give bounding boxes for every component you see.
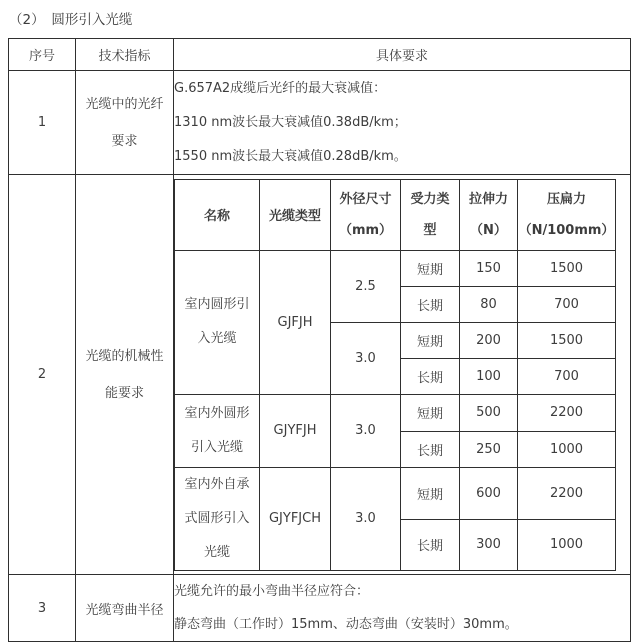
- row3-indicator: [76, 575, 174, 642]
- indicator-line: 光缆中的光纤: [85, 96, 164, 112]
- mechanical-table: [174, 179, 616, 571]
- tensile-force-cell: 300: [460, 519, 518, 570]
- header-cable-type: 光缆类型: [260, 179, 331, 250]
- row3-no: 3: [9, 575, 76, 642]
- cable-name-line: 室内外自承: [184, 476, 250, 492]
- outer-diameter-cell: 3.0: [331, 322, 401, 394]
- load-type-cell: 长期: [401, 358, 460, 394]
- row-mechanical-performance: [9, 175, 631, 575]
- load-type-cell: 长期: [401, 431, 460, 467]
- cable-name-line: 室内圆形引: [184, 297, 250, 312]
- header-line: 型: [423, 222, 437, 238]
- tensile-force-cell: 600: [460, 467, 518, 519]
- row3-requirement: [174, 575, 631, 642]
- spec-table: [8, 38, 631, 642]
- table-row: [175, 250, 616, 286]
- tensile-force-cell: 80: [460, 286, 518, 322]
- row1-indicator: [76, 71, 174, 175]
- header-crush-force: [518, 179, 616, 250]
- outer-diameter-cell: 3.0: [331, 467, 401, 570]
- header-tensile-force: [460, 179, 518, 250]
- load-type-cell: 短期: [401, 322, 460, 358]
- header-indicator: 技术指标: [76, 39, 174, 71]
- row2-no: 2: [9, 175, 76, 575]
- requirement-line: 光缆允许的最小弯曲半径应符合：: [174, 584, 370, 599]
- header-line: （N）: [470, 222, 507, 238]
- load-type-cell: 长期: [401, 519, 460, 570]
- header-line: 拉伸力: [468, 191, 508, 207]
- cable-name-line: 式圆形引入: [184, 510, 250, 526]
- section-title: （2） 圆形引入光缆: [9, 12, 133, 28]
- header-no: 序号: [9, 39, 76, 71]
- indicator-line: 光缆的机械性: [85, 348, 164, 364]
- header-line: 压扁力: [546, 191, 586, 207]
- spec-table-header-row: [9, 39, 631, 71]
- header-load-type: [401, 179, 460, 250]
- header-line: （N/100mm）: [518, 222, 615, 238]
- cable-type-cell: GJYFJH: [260, 394, 331, 467]
- load-type-cell: 短期: [401, 394, 460, 431]
- requirement-line: 1310 nm波长最大衰减值0.38dB/km；: [174, 114, 407, 130]
- requirement-line: 静态弯曲（工作时）15mm、动态弯曲（安装时）30mm。: [174, 617, 518, 632]
- table-row: [175, 467, 616, 519]
- cable-type-cell: GJYFJCH: [260, 467, 331, 570]
- header-name: 名称: [175, 179, 260, 250]
- cable-name-line: 入光缆: [197, 331, 237, 346]
- row-fiber-requirements: [9, 71, 631, 175]
- header-requirement: 具体要求: [174, 39, 631, 71]
- cable-name-cell: [175, 394, 260, 467]
- load-type-cell: 长期: [401, 286, 460, 322]
- cable-name-line: 引入光缆: [190, 439, 243, 455]
- crush-force-cell: 1500: [518, 322, 616, 358]
- cable-name-line: 室内外圆形: [184, 405, 250, 421]
- cable-name-cell: [175, 250, 260, 394]
- row1-no: 1: [9, 71, 76, 175]
- load-type-cell: 短期: [401, 250, 460, 286]
- tensile-force-cell: 500: [460, 394, 518, 431]
- row2-indicator: [76, 175, 174, 575]
- requirement-line: G.657A2成缆后光纤的最大衰减值：: [174, 80, 387, 96]
- mechanical-table-header-row: [175, 179, 616, 250]
- crush-force-cell: 1500: [518, 250, 616, 286]
- row-bend-radius: [9, 575, 631, 642]
- crush-force-cell: 1000: [518, 431, 616, 467]
- header-line: （mm）: [338, 222, 393, 238]
- tensile-force-cell: 150: [460, 250, 518, 286]
- outer-diameter-cell: 3.0: [331, 394, 401, 467]
- indicator-line: 要求: [111, 133, 138, 149]
- header-line: 受力类: [410, 191, 450, 207]
- row1-requirement: [174, 71, 631, 175]
- tensile-force-cell: 100: [460, 358, 518, 394]
- cable-type-cell: GJFJH: [260, 250, 331, 394]
- crush-force-cell: 700: [518, 358, 616, 394]
- tensile-force-cell: 200: [460, 322, 518, 358]
- load-type-cell: 短期: [401, 467, 460, 519]
- cable-name-line: 光缆: [203, 544, 230, 560]
- crush-force-cell: 2200: [518, 467, 616, 519]
- outer-diameter-cell: 2.5: [331, 250, 401, 322]
- cable-name-cell: [175, 467, 260, 570]
- indicator-line: 能要求: [104, 385, 144, 401]
- crush-force-cell: 1000: [518, 519, 616, 570]
- table-row: [175, 394, 616, 431]
- row2-requirement: [174, 175, 631, 575]
- tensile-force-cell: 250: [460, 431, 518, 467]
- indicator-line: 光缆弯曲半径: [85, 602, 164, 618]
- header-outer-diameter: [331, 179, 401, 250]
- header-line: 外径尺寸: [339, 191, 392, 207]
- requirement-line: 1550 nm波长最大衰减值0.28dB/km。: [174, 148, 407, 164]
- crush-force-cell: 700: [518, 286, 616, 322]
- crush-force-cell: 2200: [518, 394, 616, 431]
